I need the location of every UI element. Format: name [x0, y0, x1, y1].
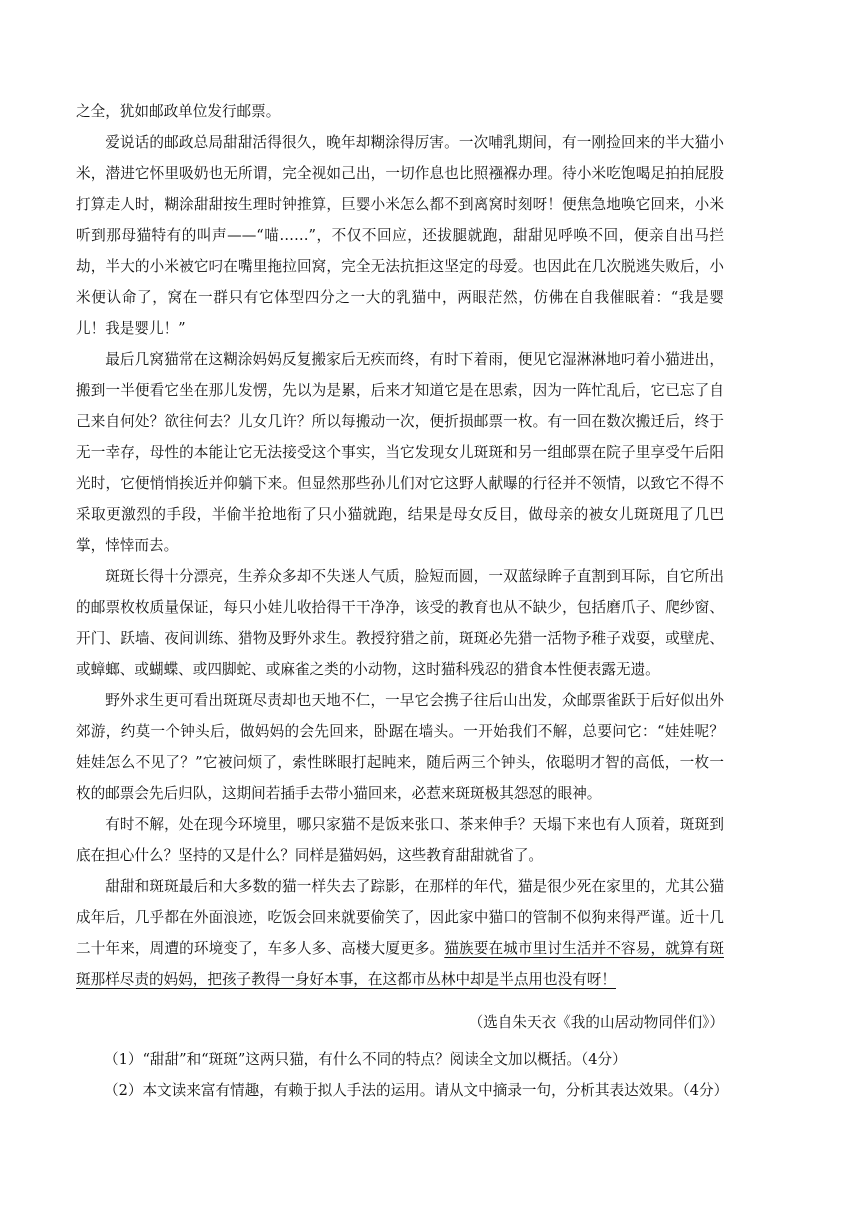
paragraph-banban-description: 斑斑长得十分漂亮，生养众多却不失迷人气质，脸短而圆，一双蓝绿眸子直割到耳际，自它所出的邮票枚枚质量保证，每只小娃儿收拾得干干净净，该受的教育也从不缺少，包括磨爪子、爬纱窗、开门、跃墙、夜间训练、猎物及野外求生。教授狩猎之前，斑斑必先猎一活物予稚子戏耍，或壁虎、或蟑螂、或蝴蝶、或四脚蛇、或麻雀之类的小动物，这时猫科残忍的猎食本性便表露无遗。: [76, 568, 724, 678]
paragraph-conclusion: [76, 871, 724, 995]
question-item-2: （2）本文读来富有情趣，有赖于拟人手法的运用。请从文中摘录一句，分析其表达效果。（4分）: [104, 1082, 729, 1099]
question-item-1: （1）“甜甜”和“斑斑”这两只猫，有什么不同的特点？阅读全文加以概括。（4分）: [104, 1051, 627, 1068]
document-page: [76, 96, 729, 1106]
paragraph-tiantian-moving: 最后几窝猫常在这糊涂妈妈反复搬家后无疾而终，有时下着雨，便见它湿淋淋地叼着小猫进出，搬到一半便看它坐在那儿发愣，先以为是累，后来才知道它是在思索，因为一阵忙乱后，它已忘了自己来自何处？欲往何去？儿女几许？所以每搬动一次，便折损邮票一枚。有一回在数次搬迁后，终于无一幸存，母性的本能让它无法接受这个事实，当它发现女儿斑斑和另一组邮票在院子里享受午后阳光时，它便悄悄挨近并仰躺下来。但显然那些孙儿们对它这野人献曝的行径并不领情，以致它不得不采取更激烈的手段，半偷半抢地衔了只小猫就跑，结果是母女反目，做母亲的被女儿斑斑甩了几巴掌，悻悻而去。: [76, 351, 724, 554]
conclusion-plain-text: 甜甜和斑斑最后和大多数的猫一样失去了踪影，在那样的年代，猫是很少死在家里的，尤其公猫成年后，几乎都在外面浪迹，吃饭会回来就要偷笑了，因此家中猫口的管制不似狗来得严谨。近十几二十年来，周遭的环境变了，车多人多、高楼大厦更多。: [76, 878, 724, 957]
paragraph-tiantian-nursing: 爱说话的邮政总局甜甜活得很久，晚年却糊涂得厉害。一次哺乳期间，有一刚捡回来的半大猫小米，潜进它怀里吸奶也无所谓，完全视如己出，一切作息也比照襁褓办理。待小米吃饱喝足拍拍屁股打算走人时，糊涂甜甜按生理时钟推算，巨婴小米怎么都不到离窝时刻呀！便焦急地唤它回来，小米听到那母猫特有的叫声——“喵……”，不仅不回应，还拔腿就跑，甜甜见呼唤不回，便亲自出马拦劫，半大的小米被它叼在嘴里拖拉回窝，完全无法抗拒这坚定的母爱。也因此在几次脱逃失败后，小米便认命了，窝在一群只有它体型四分之一大的乳猫中，两眼茫然，仿佛在自我催眠着：“我是婴儿！我是婴儿！”: [76, 134, 724, 337]
paragraph-banban-survival: 野外求生更可看出斑斑尽责却也天地不仁，一早它会携子往后山出发，众邮票雀跃于后好似出外郊游，约莫一个钟头后，做妈妈的会先回来，卧踞在墙头。一开始我们不解，总要问它：“娃娃呢？娃娃怎么不见了？”它被问烦了，索性眯眼打起盹来，随后两三个钟头，依聪明才智的高低，一枚一枚的邮票会先后归队，这期间若插手去带小猫回来，必惹来斑斑极其怨怼的眼神。: [76, 692, 724, 802]
source-citation: （选自朱天衣《我的山居动物同伴们》）: [468, 1014, 724, 1031]
paragraph-continuation: 之全，犹如邮政单位发行邮票。: [76, 103, 281, 120]
conclusion-underlined-sentence: 猫族要在城市里讨生活并不容易，就算有斑斑那样尽责的妈妈，把孩子教得一身好本事，在这都市丛林中却是半点用也没有呀！: [76, 940, 724, 988]
paragraph-reflection: 有时不解，处在现今环境里，哪只家猫不是饭来张口、茶来伸手？天塌下来也有人顶着，斑斑到底在担心什么？坚持的又是什么？同样是猫妈妈，这些教育甜甜就省了。: [76, 816, 724, 864]
question-list: [76, 1044, 729, 1106]
